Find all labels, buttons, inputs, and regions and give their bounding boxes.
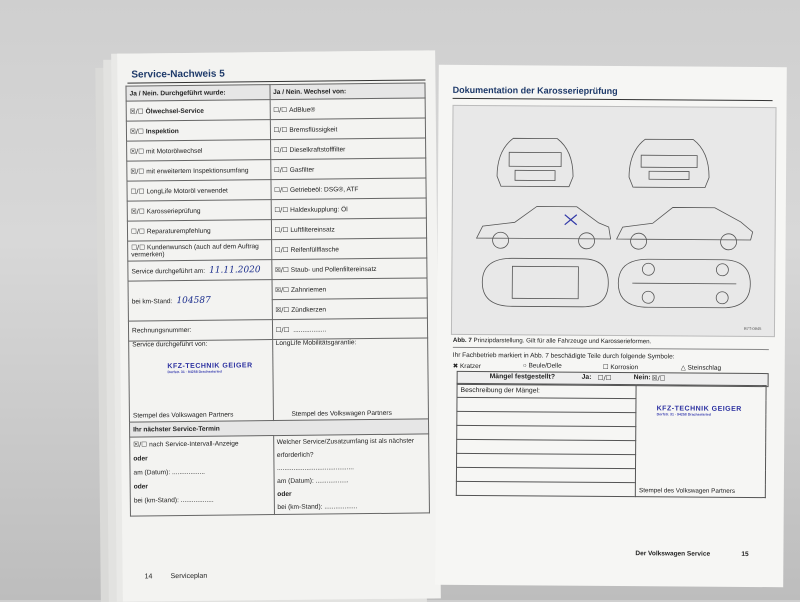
checkbox[interactable]: ☐/☐ <box>274 205 289 214</box>
legend-dent: ○ Beule/Delle <box>522 362 562 370</box>
description-line[interactable] <box>457 439 636 454</box>
description-line[interactable] <box>456 467 635 482</box>
right-page <box>435 65 787 587</box>
stamp-label: Stempel des Volkswagen Partners <box>132 411 234 420</box>
page-title: Dokumentation der Karosserieprüfung <box>452 84 618 97</box>
left-page <box>117 50 441 601</box>
checkbox[interactable]: ☒/☐ <box>133 440 148 449</box>
table-row: ☒/☐ nach Service-Intervall-Anzeige oder am (Datum): .................. oder bei (km-Stand): .................. Welcher Service/Zusatzumfang ist als nächster erforderlich? .......................................... am (Datum): .................. oder bei (km-Stand): .................. <box>130 434 430 516</box>
row-label: Dieselkraftstofffilter <box>289 145 346 154</box>
row-label: Reparaturempfehlung <box>146 227 211 235</box>
service-table <box>125 82 429 516</box>
legend-stonechip: △ Steinschlag <box>680 364 722 372</box>
legend-intro: Ihr Fachbetrieb markiert in Abb. 7 beschädigte Teile durch folgende Symbole: <box>452 351 675 361</box>
row-label: Luftfiltereinsatz <box>290 225 335 234</box>
row-label: Karosserieprüfung <box>146 207 201 215</box>
checkbox[interactable]: ☐/☐ <box>130 226 145 236</box>
row-label: Getriebeöl: DSG®, ATF <box>289 185 359 194</box>
row-label: Staub- und Pollenfiltereinsatz <box>290 265 377 274</box>
checkbox[interactable]: ☐/☐ <box>273 125 288 134</box>
row-label: Reifenfüllflasche <box>290 245 340 254</box>
checkbox[interactable]: ☒/☐ <box>274 265 289 274</box>
figure-code: B7T-0945 <box>743 325 762 332</box>
defects-label: Mängel festgestellt? <box>489 373 556 381</box>
row-label: AdBlue® <box>289 106 316 114</box>
figure-caption: Prinzipdarstellung. Gilt für alle Fahrzeuge und Karosserieformen. <box>473 337 652 346</box>
row-label: Bremsflüssigkeit <box>289 125 338 134</box>
ja-checkbox[interactable]: ☐/☐ <box>597 373 612 383</box>
checkbox[interactable]: ☒/☐ <box>130 206 145 216</box>
footer-label: Serviceplan <box>170 572 208 581</box>
figure-caption-label: Abb. 7 <box>452 336 472 345</box>
defects-table <box>456 383 767 498</box>
page-number: 14 <box>144 573 153 581</box>
legend-scratch: ✖ Kratzer <box>452 362 481 371</box>
row-label: Haldexkupplung: Öl <box>290 205 348 214</box>
row-label: Ölwechsel-Service <box>145 107 204 115</box>
checkbox[interactable]: ☒/☐ <box>275 305 290 314</box>
description-line[interactable] <box>457 411 636 426</box>
car-outline-drawing <box>452 106 776 336</box>
checkbox[interactable]: ☐/☐ <box>274 185 288 194</box>
invoice-label: Rechnungsnummer: <box>132 326 192 335</box>
row-label: Inspektion <box>145 127 179 135</box>
mobility-label: LongLife Mobilitätsgarantie: <box>275 339 357 348</box>
stamp-label: Stempel des Volkswagen Partners <box>639 487 735 495</box>
checkbox[interactable]: ☐/☐ <box>274 245 289 254</box>
car-diagram <box>451 105 777 337</box>
dealer-stamp: KFZ-TECHNIK GEIGER Dorfstr. 31 · 94258 Drachselsried <box>656 405 742 417</box>
description-line[interactable] <box>457 453 636 468</box>
performed-by-label: Service durchgeführt von: <box>132 340 208 349</box>
km-label: bei km-Stand: <box>131 297 173 306</box>
row-label: Zündkerzen <box>291 306 327 314</box>
ja-label: Ja: <box>581 373 592 381</box>
row-label: mit erweitertem Inspektionsumfang <box>146 166 249 175</box>
checkbox[interactable]: ☒/☐ <box>129 106 144 116</box>
checkbox[interactable]: ☐/☐ <box>274 225 289 234</box>
table-row <box>129 338 429 422</box>
checkbox[interactable]: ☒/☐ <box>129 126 144 136</box>
description-line[interactable] <box>456 481 635 496</box>
page-number: 15 <box>741 550 749 558</box>
col-left-header: Ja / Nein. Durchgeführt wurde: <box>126 85 270 102</box>
nein-checkbox[interactable]: ☒/☐ <box>651 374 666 383</box>
stamp-label: Stempel des Volkswagen Partners <box>291 409 392 418</box>
description-line[interactable] <box>457 397 636 412</box>
checkbox[interactable]: ☐/☐ <box>273 145 288 154</box>
next-service-title: Ihr nächster Service-Termin <box>129 419 428 437</box>
dealer-stamp: KFZ-TECHNIK GEIGER Dorfstr. 31 · 94258 Drachselsried <box>167 362 253 375</box>
row-label: Zahnriemen <box>290 286 327 294</box>
checkbox[interactable]: ☐/☐ <box>131 243 146 252</box>
checkbox[interactable]: ☐/☐ <box>275 325 290 334</box>
table-row: Rechnungsnummer: ☐/☐ .................. <box>128 318 427 341</box>
checkbox[interactable]: ☐/☐ <box>130 186 145 196</box>
nein-label: Nein: <box>633 374 651 382</box>
row-label: Kundenwunsch (auch auf dem Auftrag vermerken) <box>131 243 259 259</box>
service-date-label: Service durchgeführt am: <box>131 267 206 276</box>
description-label: Beschreibung der Mängel: <box>457 383 636 398</box>
footer-label: Der Volkswagen Service <box>635 550 711 558</box>
checkbox[interactable]: ☒/☐ <box>130 166 145 176</box>
service-date-value[interactable]: 11.11.2020 <box>209 264 261 276</box>
row-label: Gasfilter <box>289 166 315 174</box>
checkbox[interactable]: ☐/☐ <box>273 105 288 114</box>
checkbox[interactable]: ☒/☐ <box>130 146 145 156</box>
row-label: LongLife Motoröl verwendet <box>146 187 228 195</box>
checkbox[interactable]: ☐/☐ <box>273 165 288 174</box>
description-line[interactable] <box>457 425 636 440</box>
col-right-header: Ja / Nein. Wechsel von: <box>269 83 425 100</box>
km-value[interactable]: 104587 <box>176 295 211 306</box>
page-title: Service-Nachweis 5 <box>131 68 225 81</box>
checkbox[interactable]: ☒/☐ <box>275 285 290 294</box>
legend-corrosion: ☐ Korrosion <box>602 363 639 372</box>
title-rule <box>453 98 773 101</box>
row-label: mit Motorölwechsel <box>145 147 203 155</box>
